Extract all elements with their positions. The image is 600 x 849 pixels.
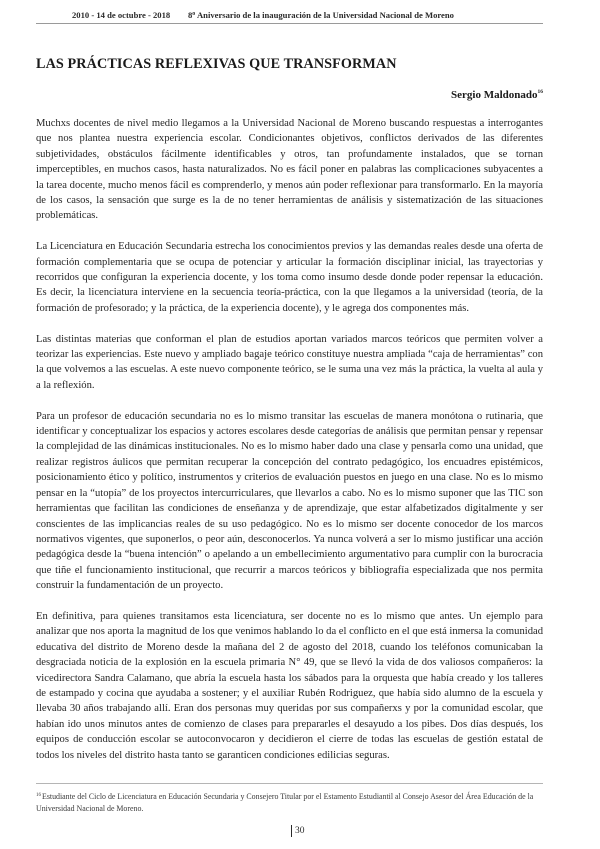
anniversary-ordinal: o	[192, 11, 196, 17]
paragraph: La Licenciatura en Educación Secundaria estrecha los conocimientos previos y las demandas reales desde una oferta de formación complementaria que se ocupa de potenciar y articular la formación disciplinar inicial, las trayectorias y recorridos que configuran la experiencia docente, y los toma como insumo desde donde poder repensar la educación. Es decir, la licenciatura interviene en la secuencia teoría-práctica, con la que llegamos a la universidad (teoría, de la formación de profesorado; y la práctica, de la experiencia docente), y le agrega dos componentes más.	[36, 241, 543, 314]
article-title: LAS PRÁCTICAS REFLEXIVAS QUE TRANSFORMAN	[36, 56, 397, 72]
page-number	[291, 825, 305, 837]
footnote-text: Estudiante del Ciclo de Licenciatura en Educación Secundaria y Consejero Titular por el Estamento Estudiantil al Consejo Asesor del Área Educación de la Universidad Nacional de Moreno.	[36, 792, 534, 813]
author-name: Sergio Maldonado	[451, 89, 538, 101]
footnote-number: 16	[36, 793, 41, 798]
paragraph: Para un profesor de educación secundaria no es lo mismo transitar las escuelas de manera monótona o rutinaria, que identificar y conceptualizar los espacios y actores escolares desde categorías de análisis que permitan pensar y repensar la complejidad de las dinámicas institucionales. No es lo mismo haber dado una clase y pensarla como una unidad, que realizar registros áulicos que permitan recuperar la concepción del contrato pedagógico, los encuadres epistémicos, posicionamiento ético y político, instrumentos y criterios de evaluación puestos en juego en una clase. No es lo mismo pensar en la “utopía” de los proyectos intercurriculares, que llevarlos a cabo. No es lo mismo suponer que las TIC son herramientas que facilitan las condiciones de enseñanza y de aprendizaje, que estar alfabetizados digitalmente y ser conscientes de las implicancias reales de su uso pedagógico. No es lo mismo ser docente conocedor de los marcos normativos vigentes, que suponerlos, o peor aún, desconocerlos. Ya nunca volverá a ser lo mismo justificar una acción pedagógica desde la “buena intención” o apelando a un embellecimiento argumentativo para cumplir con la burocracia que tiñe el funcionamiento institucional, que recurrir a marcos teóricos y bibliografía especializada que nos permita construir la fundamentación de un proyecto.	[36, 410, 543, 592]
page-number-value: 30	[295, 826, 305, 836]
footnote	[36, 791, 543, 815]
author-byline	[451, 89, 543, 101]
page-number-separator	[291, 825, 292, 837]
author-footnote-ref: 16	[537, 89, 543, 95]
footnote-divider	[36, 783, 543, 784]
running-header	[36, 9, 543, 24]
header-anniversary	[188, 10, 454, 20]
header-date: 2010 - 14 de octubre - 2018	[72, 10, 171, 20]
anniversary-number: 8	[188, 10, 193, 20]
article-body	[36, 116, 543, 778]
paragraph: Muchxs docentes de nivel medio llegamos a la Universidad Nacional de Moreno buscando respuestas a interrogantes que nos plantea nuestra experiencia escolar. Condicionantes objetivos, conflictos derivados de las diferentes subjetividades, obstáculos fácilmente identificables y otros, tan profundamente instalados, que se tornan imperceptibles, en muchos casos, hasta naturalizados. No es fácil poner en palabras las complicaciones subyacentes a la tarea docente, mucho menos fácil es comprenderlo, y menos aún poder reflexionar para transformarlo. En la mayoría de los casos, la sensación que surge es la de no tener herramientas de análisis y sistematización de las situaciones problemáticas.	[36, 118, 543, 222]
paragraph: Las distintas materias que conforman el plan de estudios aportan variados marcos teóricos que permiten volver a teorizar las experiencias. Este nuevo y ampliado bagaje teórico constituye nuestra ampliada “caja de herramientas” con la que volvemos a las escuelas. A este nuevo componente teórico, se le suma una vez más la práctica, la vuelta al aula y a la reflexión.	[36, 333, 543, 391]
anniversary-text: Aniversario de la inauguración de la Universidad Nacional de Moreno	[195, 10, 454, 20]
paragraph: En definitiva, para quienes transitamos esta licenciatura, ser docente no es lo mismo que antes. Un ejemplo para analizar que nos aporta la magnitud de los que venimos hablando lo da el conflicto en el que está inmersa la comunidad educativa del distrito de Moreno desde la mañana del 2 de agosto del 2018, cuando los teléfonos comunicaban la desgraciada noticia de la explosión en la escuela primaria N° 49, que se llevó la vida de dos valiosos compañeros: la vicedirectora Sandra Calamano, que abría la escuela hasta los sábados para la orquesta que había creado y los talleres de estampado y cocina que ayudaba a sostener; y el auxiliar Rubén Rodriguez, que había sido alumno de la escuela y llevaba 30 años trabajando allí. Eran dos personas muy queridas por sus compañerxs y por la comunidad escolar, que habían ido unos minutos antes de comienzo de clases para prepararles el desayudo a los pibes. Dos días después, los equipos de conducción escolar se autoconvocaron y decidieron el cierre de todas las escuelas de gestión estatal de todos los niveles del distrito hasta tanto se garanticen condiciones edilicias seguras.	[36, 610, 543, 761]
